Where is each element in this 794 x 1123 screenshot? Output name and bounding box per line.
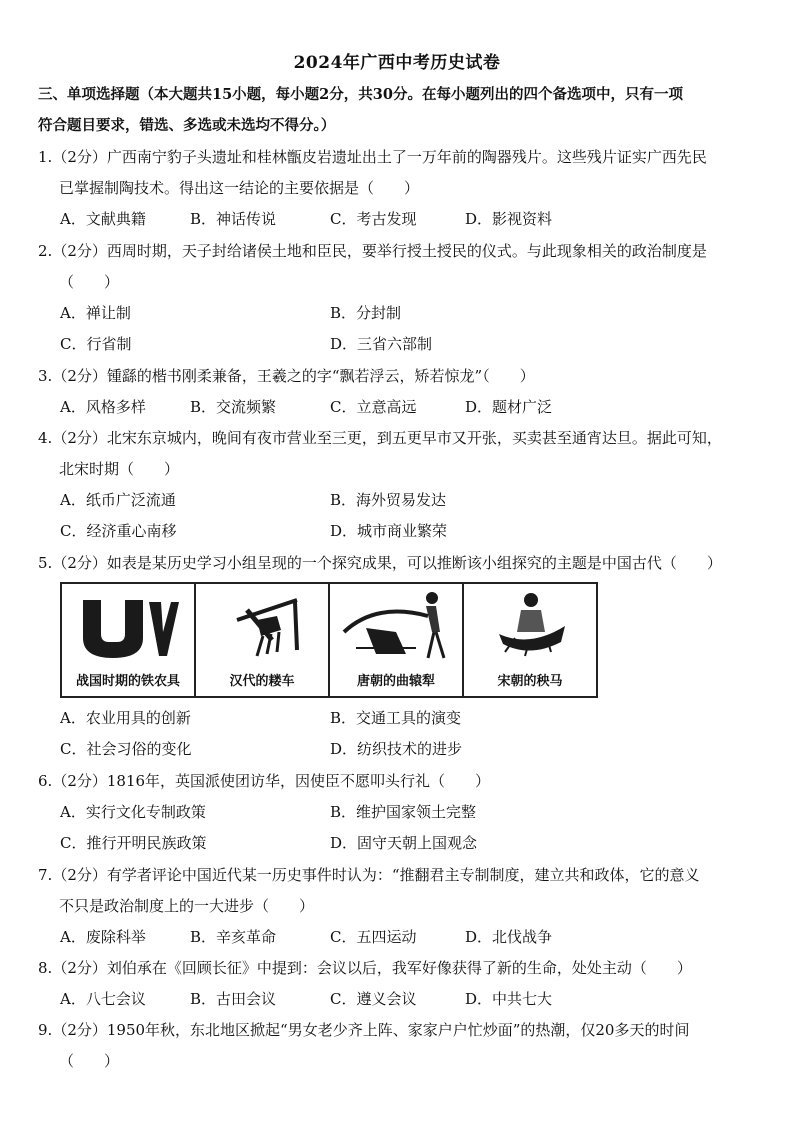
caption-iron-tools: 战国时期的铁农具	[75, 674, 180, 689]
question-5	[38, 548, 762, 579]
question-text: （2分）1816年，英国派使团访华，因使臣不愿叩头行礼（ ）	[52, 772, 491, 790]
option-d[interactable]: D．纺织技术的进步	[330, 740, 463, 758]
option-d[interactable]: D．北伐战争	[465, 928, 553, 946]
option-d[interactable]: D．题材广泛	[465, 398, 553, 416]
caption-seed-drill: 汉代的耧车	[229, 674, 295, 689]
option-c[interactable]: C．社会习俗的变化	[60, 740, 192, 758]
options-q4-row1	[60, 485, 760, 516]
option-c[interactable]: C．立意高远	[330, 398, 417, 416]
option-c[interactable]: C．遵义会议	[330, 990, 417, 1008]
caption-curved-plough: 唐朝的曲辕犁	[356, 674, 435, 689]
options-q1	[60, 204, 760, 235]
question-text: 北宋时期（ ）	[59, 460, 180, 478]
question-number: 6.	[38, 772, 53, 790]
question-text: 已掌握制陶技术。得出这一结论的主要依据是（ ）	[59, 179, 420, 197]
question-text: （2分）北宋东京城内，晚间有夜市营业至三更，到五更早市又开张，买卖甚至通宵达旦。据此可知，	[52, 429, 722, 447]
iron-farm-tools-image	[62, 584, 194, 668]
table-cell	[464, 584, 596, 696]
option-d[interactable]: D．固守天朝上国观念	[330, 834, 478, 852]
caption-rice-transplanter: 宋朝的秧马	[497, 674, 563, 689]
question-number: 2.	[38, 242, 53, 260]
options-q6-row2	[60, 828, 760, 859]
options-q6-row1	[60, 797, 760, 828]
option-b[interactable]: B．交通工具的演变	[330, 709, 462, 727]
options-q2-row1	[60, 298, 760, 329]
question-8	[38, 953, 762, 984]
option-a[interactable]: A．纸币广泛流通	[60, 491, 176, 509]
option-a[interactable]: A．风格多样	[60, 398, 146, 416]
curved-plough-image	[330, 584, 462, 668]
question-number: 7.	[38, 866, 53, 884]
option-b[interactable]: B．交流频繁	[190, 398, 277, 416]
question-text: （ ）	[59, 1052, 120, 1070]
question-text: （2分）广西南宁豹子头遗址和桂林甑皮岩遗址出土了一万年前的陶器残片。这些残片证实广西先民	[52, 148, 707, 166]
option-d[interactable]: D．影视资料	[465, 210, 553, 228]
option-a[interactable]: A．八七会议	[60, 990, 146, 1008]
question-4	[38, 423, 762, 485]
option-c[interactable]: C．考古发现	[330, 210, 417, 228]
option-b[interactable]: B．神话传说	[190, 210, 277, 228]
option-a[interactable]: A．农业用具的创新	[60, 709, 191, 727]
option-c[interactable]: C．推行开明民族政策	[60, 834, 207, 852]
option-c[interactable]: C．经济重心南移	[60, 522, 177, 540]
image-table	[60, 582, 598, 698]
option-d[interactable]: D．中共七大	[465, 990, 553, 1008]
option-b[interactable]: B．维护国家领土完整	[330, 803, 477, 821]
rice-transplanter-image	[464, 584, 596, 668]
question-number: 1.	[38, 148, 53, 166]
question-text: 不只是政治制度上的一大进步（ ）	[59, 897, 315, 915]
question-number: 4.	[38, 429, 53, 447]
question-text: （2分）如表是某历史学习小组呈现的一个探究成果，可以推断该小组探究的主题是中国古代（ ）	[52, 554, 722, 572]
option-b[interactable]: B．古田会议	[190, 990, 277, 1008]
question-number: 8.	[38, 959, 53, 977]
option-d[interactable]: D．城市商业繁荣	[330, 522, 448, 540]
question-2	[38, 236, 762, 298]
page-title: 2024年广西中考历史试卷	[293, 53, 501, 73]
question-7	[38, 860, 762, 922]
option-c[interactable]: C．行省制	[60, 335, 132, 353]
question-text: （2分）锺繇的楷书刚柔兼备，王羲之的字“飘若浮云，矫若惊龙”（ ）	[52, 367, 535, 385]
question-text: （2分）西周时期，天子封给诸侯土地和臣民，要举行授土授民的仪式。与此现象相关的政治制度是	[52, 242, 707, 260]
table-cell	[330, 584, 464, 696]
option-d[interactable]: D．三省六部制	[330, 335, 433, 353]
question-1	[38, 142, 762, 204]
question-text: （2分）刘伯承在《回顾长征》中提到：会议以后，我军好像获得了新的生命，处处主动（ ）	[52, 959, 692, 977]
option-c[interactable]: C．五四运动	[330, 928, 417, 946]
question-6	[38, 766, 762, 797]
question-text: （2分）有学者评论中国近代某一历史事件时认为：“推翻君主专制制度，建立共和政体，它的意义	[52, 866, 700, 884]
question-number: 3.	[38, 367, 53, 385]
question-3	[38, 361, 762, 392]
question-9	[38, 1015, 762, 1077]
question-number: 9.	[38, 1021, 53, 1039]
options-q5-row2	[60, 734, 760, 765]
option-a[interactable]: A．文献典籍	[60, 210, 146, 228]
question-text: （2分）1950年秋，东北地区掀起“男女老少齐上阵、家家户户忙炒面”的热潮，仅20多天的时间	[52, 1021, 690, 1039]
question-text: （ ）	[59, 273, 120, 291]
option-a[interactable]: A．禅让制	[60, 304, 131, 322]
options-q2-row2	[60, 329, 760, 360]
option-b[interactable]: B．辛亥革命	[190, 928, 277, 946]
options-q4-row2	[60, 516, 760, 547]
option-a[interactable]: A．废除科举	[60, 928, 146, 946]
section-instruction-line-1: 三、单项选择题（本大题共15小题，每小题2分，共30分。在每小题列出的四个备选项中，只有一项	[38, 86, 683, 103]
options-q8	[60, 984, 760, 1015]
question-number: 5.	[38, 554, 53, 572]
seed-drill-image	[196, 584, 328, 668]
table-cell	[196, 584, 330, 696]
section-instruction-line-2: 符合题目要求，错选、多选或未选均不得分。）	[38, 117, 336, 134]
options-q7	[60, 922, 760, 953]
option-a[interactable]: A．实行文化专制政策	[60, 803, 206, 821]
option-b[interactable]: B．海外贸易发达	[330, 491, 447, 509]
options-q5-row1	[60, 703, 760, 734]
options-q3	[60, 392, 760, 423]
table-cell	[62, 584, 196, 696]
option-b[interactable]: B．分封制	[330, 304, 402, 322]
